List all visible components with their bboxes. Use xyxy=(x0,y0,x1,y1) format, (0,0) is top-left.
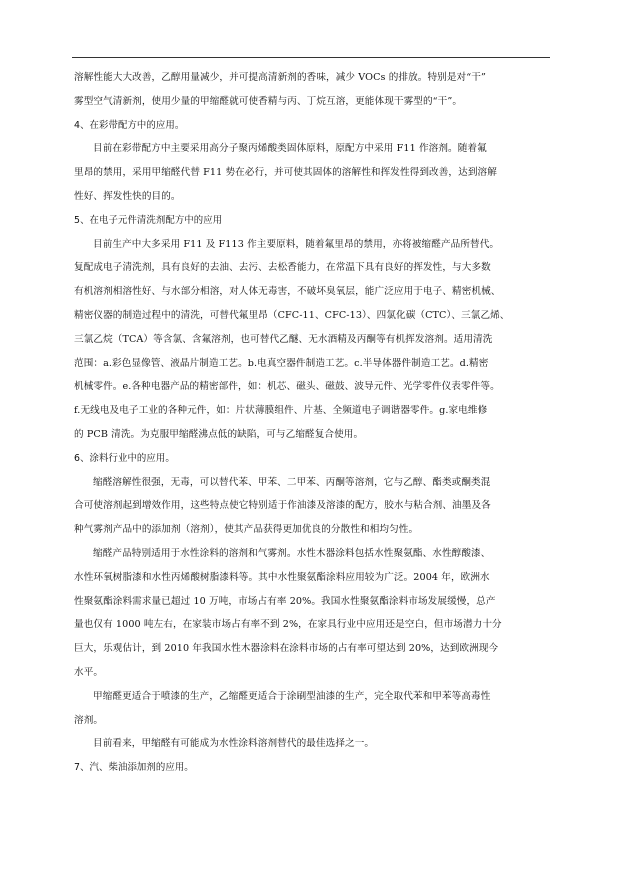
text-line: 里昂的禁用，采用甲缩醛代替 F11 势在必行，并可使其固体的溶解性和挥发性得到改善，达到溶解 xyxy=(74,167,497,179)
text-line: 水平。 xyxy=(74,666,104,678)
text-line: 巨大，乐观估计，到 2010 年我国水性木器涂料在涂料市场的占有率可望达到 20%，达到欧洲现今 xyxy=(74,643,499,655)
text-line: f.无线电及电子工业的各种元件，如：片状薄膜组件、片基、全频道电子调谐器零件。g.家电维修 xyxy=(74,405,488,417)
text-line: 范围：a.彩色显像管、液晶片制造工艺。b.电真空器件制造工艺。c.半导体器件制造工艺。d.精密 xyxy=(74,357,489,369)
header-rule xyxy=(72,57,550,58)
text-line: 三氯乙烷（TCA）等含氯、含氟溶剂，也可替代乙醚、无水酒精及丙酮等有机挥发溶剂。适用清洗 xyxy=(74,333,493,345)
text-line: 的 PCB 清洗。为克服甲缩醛沸点低的缺陷，可与乙缩醛复合使用。 xyxy=(74,428,364,440)
text-line: 缩醛溶解性很强，无毒，可以替代苯、甲苯、二甲苯、丙酮等溶剂，它与乙醇、酯类或酮类混 xyxy=(93,476,491,488)
text-line: 种气雾剂产品中的添加剂（溶剂），使其产品获得更加优良的分散性和相均匀性。 xyxy=(74,524,419,536)
text-line: 溶剂。 xyxy=(74,714,104,726)
document-body xyxy=(74,66,550,780)
text-line: 甲缩醛更适合于喷漆的生产，乙缩醛更适合于涂刷型油漆的生产，完全取代苯和甲苯等高毒性 xyxy=(93,690,491,702)
text-line: 目前在彩带配方中主要采用高分子聚丙烯酸类固体原料，原配方中采用 F11 作溶剂。随着氟 xyxy=(93,143,487,155)
text-line: 复配成电子清洗剂，具有良好的去油、去污、去松香能力，在常温下具有良好的挥发性，与大多数 xyxy=(74,262,491,274)
text-line: 水性环氧树脂漆和水性丙烯酸树脂漆料等。其中水性聚氨酯涂料应用较为广泛。2004 年，欧洲水 xyxy=(74,571,490,583)
section-heading: 5、在电子元件清洗剂配方中的应用 xyxy=(74,214,223,226)
text-line: 雾型空气清新剂，使用少量的甲缩醛就可使香精与丙、丁烷互溶，更能体现干雾型的“干”。 xyxy=(74,95,463,107)
text-line: 目前看来，甲缩醛有可能成为水性涂料溶剂替代的最佳选择之一。 xyxy=(93,738,375,750)
section-heading: 6、涂料行业中的应用。 xyxy=(74,452,175,464)
text-line: 溶解性能大大改善，乙醇用量减少，并可提高清新剂的香味，减少 VOCs 的排放。特别是对“干” xyxy=(74,72,486,83)
text-line: 目前生产中大多采用 F11 及 F113 作主要原料，随着氟里昂的禁用，亦将被缩醛产品所替代。 xyxy=(93,238,500,250)
text-line: 量也仅有 1000 吨左右，在家装市场占有率不到 2%，在家具行业中应用还是空白，但市场潜力十分 xyxy=(74,619,502,631)
text-line: 缩醛产品特别适用于水性涂料的溶剂和气雾剂。水性木器涂料包括水性聚氨酯、水性醇酸漆、 xyxy=(93,547,491,559)
section-heading: 7、汽、柴油添加剂的应用。 xyxy=(74,762,194,774)
text-line: 合可使溶剂起到增效作用，这些特点使它特别适于作油漆及溶漆的配方，胶水与粘合剂、油墨及各 xyxy=(74,500,491,512)
text-line: 性聚氨酯涂料需求量已超过 10 万吨，市场占有率 20%。我国水性聚氨酯涂料市场发展缓慢，总产 xyxy=(74,595,496,607)
text-line: 性好、挥发性快的目的。 xyxy=(74,190,181,202)
section-heading: 4、在彩带配方中的应用。 xyxy=(74,119,185,131)
text-line: 精密仪器的制造过程中的清洗，可替代氟里昂（CFC-11、CFC-13）、四氯化碳（CTC）、三氯乙烯、 xyxy=(74,309,510,321)
text-line: 有机溶剂相溶性好、与水部分相溶，对人体无毒害，不破坏臭氧层，能广泛应用于电子、精密机械、 xyxy=(74,286,501,298)
text-line: 机械零件。e.各种电器产品的精密部件，如：机芯、磁头、磁鼓、波导元件、光学零件仪表零件等。 xyxy=(74,381,500,393)
